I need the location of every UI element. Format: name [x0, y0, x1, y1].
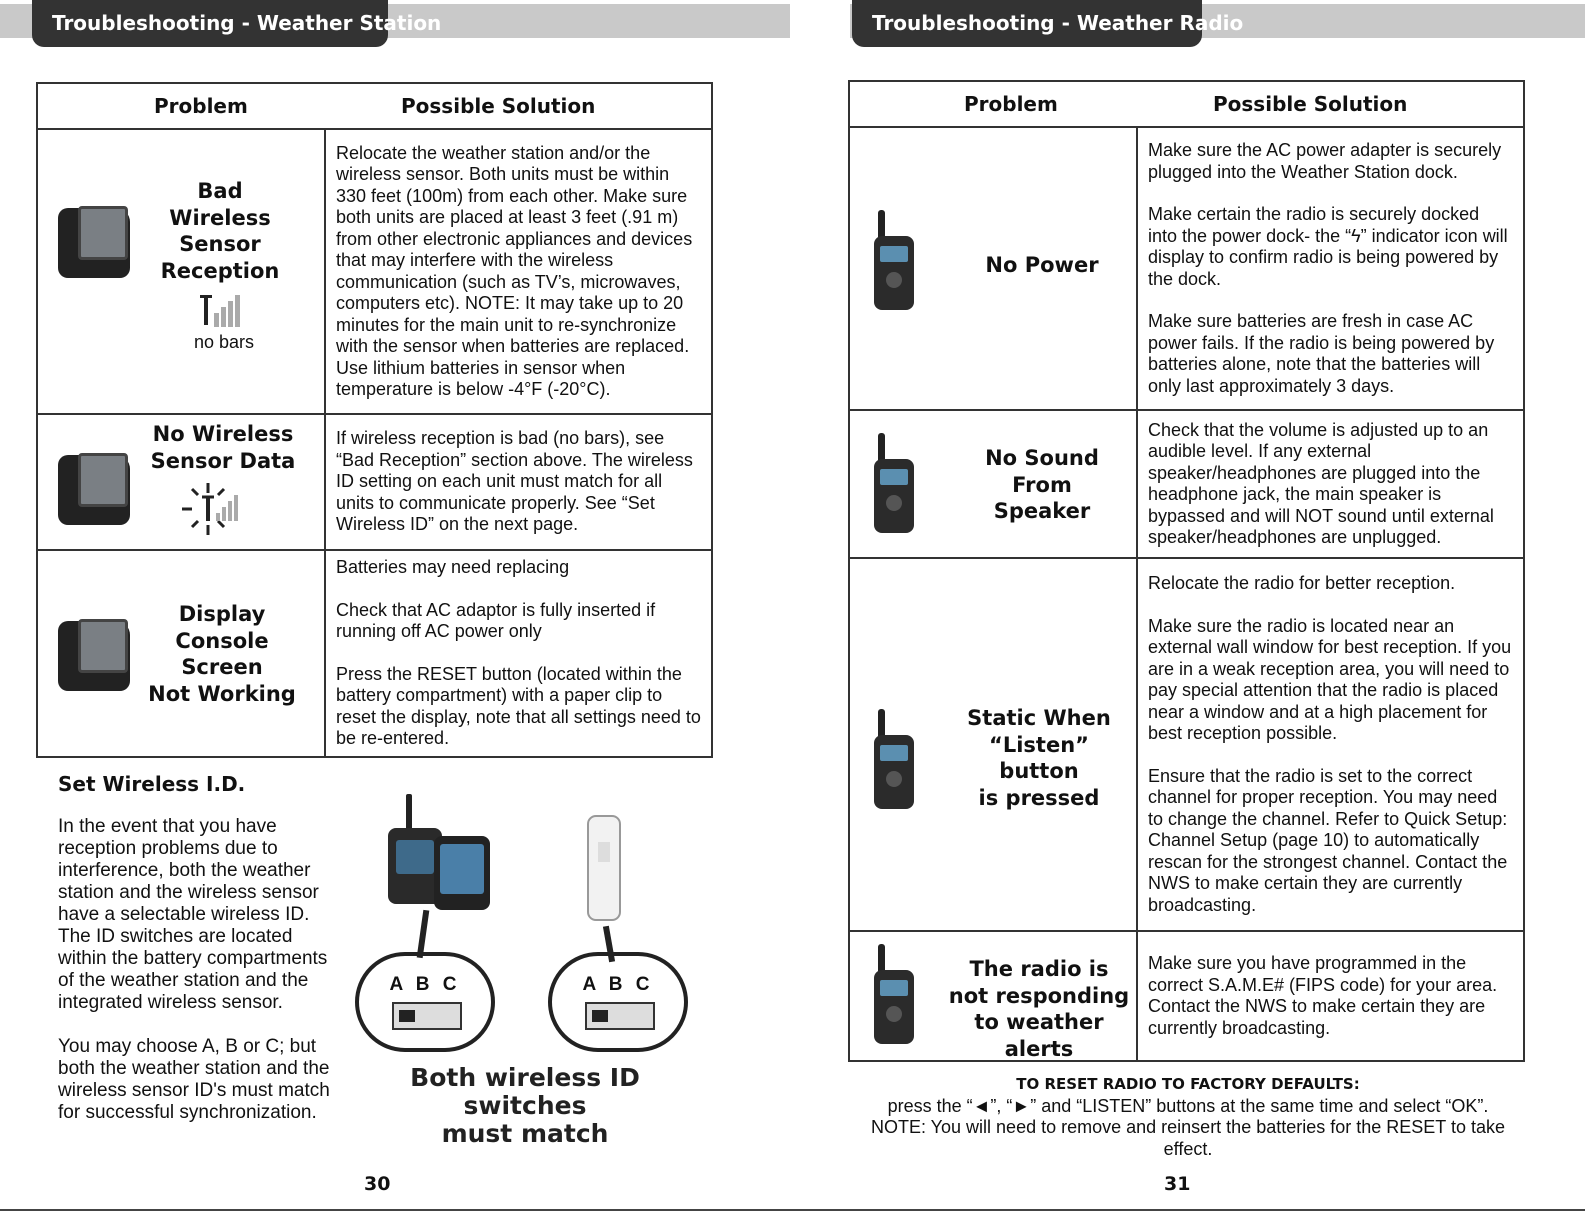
weather-station-image	[58, 449, 132, 529]
table-row	[849, 127, 1524, 410]
solution-text: Relocate the radio for better reception.	[1148, 573, 1456, 593]
connector-line	[417, 910, 430, 958]
solution-cell	[325, 550, 712, 757]
weather-radio-image	[874, 210, 914, 312]
problem-title: No Wireless Sensor Data	[150, 422, 296, 473]
table-header-row	[849, 81, 1524, 127]
solution-text: Ensure that the radio is set to the correct channel for proper reception. You may need to change the channel. Refer to Quick Setup: Channel Setup (page 10) to automatically rescan for the strongest channel. Contact the NWS to make certain they are currently broadcasting.	[1148, 765, 1508, 915]
table-row	[849, 558, 1524, 931]
solution-cell	[1137, 410, 1524, 558]
solution-header: Possible Solution	[325, 83, 712, 129]
solution-cell	[1137, 127, 1524, 410]
no-bars-signal-icon	[200, 295, 240, 327]
problem-cell	[849, 558, 1137, 931]
solution-text: Batteries may need replacing	[336, 557, 570, 577]
set-wireless-id-title: Set Wireless I.D.	[58, 772, 246, 796]
weather-station-image	[58, 615, 132, 695]
problem-title: No Sound From Speaker	[985, 446, 1099, 523]
solution-text: If wireless reception is bad (no bars), see “Bad Reception” section above. The wireless ID setting on each unit must match for all units to communicate properly. See “Set Wireless ID” on the next page.	[336, 428, 693, 535]
problem-header: Problem	[37, 83, 325, 129]
solution-cell	[325, 129, 712, 414]
table-row	[37, 129, 712, 414]
problem-cell	[37, 550, 325, 757]
weather-station-image	[58, 202, 132, 282]
problem-header: Problem	[849, 81, 1137, 127]
solution-text: Check that AC adaptor is fully inserted if running off AC power only	[336, 599, 656, 641]
table-row	[849, 410, 1524, 558]
solution-text: Check that the volume is adjusted up to an audible level. If any external speaker/headphones are plugged into the headphone jack, the main speaker is bypassed and will NOT sound until external speaker/headphones are unplugged.	[1148, 419, 1494, 547]
table-header-row	[37, 83, 712, 129]
section-tab-weather-radio: Troubleshooting - Weather Radio	[852, 0, 1202, 47]
table-row	[849, 931, 1524, 1061]
problem-title: Bad Wireless Sensor Reception	[160, 179, 280, 283]
solution-cell	[325, 414, 712, 550]
solution-cell	[1137, 558, 1524, 931]
solution-header: Possible Solution	[1137, 81, 1524, 127]
wireless-sensor-image	[580, 812, 630, 928]
problem-cell	[849, 931, 1137, 1061]
solution-text: Make certain the radio is securely docked into the power dock- the “ϟ” indicator icon will display to confirm radio is being powered by the dock.	[1148, 204, 1508, 289]
solution-text: Make sure the radio is located near an external wall window for best reception. If you are in a weak reception area, you will need to pay special attention that the radio is placed near a window and at a high placement for best reception possible.	[1148, 615, 1512, 743]
solution-text: Make sure the AC power adapter is securely plugged into the Weather Station dock.	[1148, 140, 1502, 182]
problem-title: Static When “Listen” button is pressed	[967, 706, 1111, 810]
weather-radio-table	[848, 80, 1525, 1062]
sensor-id-switch	[548, 952, 688, 1052]
switch-label: A B C	[582, 974, 654, 995]
table-row	[37, 414, 712, 550]
problem-cell	[37, 129, 325, 414]
problem-title: The radio is not responding to weather alerts	[948, 957, 1130, 1061]
bottom-rule	[0, 1209, 1585, 1211]
solution-cell	[1137, 931, 1524, 1061]
reset-line: press the “◄”, “►” and “LISTEN” buttons at the same time and select “OK”.	[887, 1095, 1489, 1116]
page-number-left: 30	[364, 1173, 391, 1195]
blinking-signal-icon	[180, 481, 250, 537]
reset-title: TO RESET RADIO TO FACTORY DEFAULTS:	[1016, 1075, 1360, 1093]
set-id-paragraph: You may choose A, B or C; but both the weather station and the wireless sensor ID's must match for successful synchronization.	[58, 1036, 330, 1123]
weather-radio-image	[874, 944, 914, 1046]
problem-title: Display Console Screen Not Working	[148, 602, 296, 706]
solution-text: Make sure batteries are fresh in case AC power fails. If the radio is being powered by batteries alone, note that the batteries will only last approximately 3 days.	[1148, 311, 1495, 396]
solution-text: Make sure you have programmed in the correct S.A.M.E# (FIPS code) for your area. Contact the NWS to make certain they are currently broadcasting.	[1148, 953, 1498, 1038]
problem-title: No Power	[985, 253, 1099, 277]
page-number-right: 31	[1164, 1173, 1191, 1195]
problem-cell	[37, 414, 325, 550]
reset-line: NOTE: You will need to remove and reinsert the batteries for the RESET to take effect.	[871, 1117, 1505, 1159]
solution-text: Relocate the weather station and/or the wireless sensor. Both units must be within 330 feet (100m) from each other. Make sure both units are placed at least 3 feet (.91 m) from other electronic appliances and devices that may interfere with the wireless communication (such as TV’s, microwaves, computers etc). NOTE: It may take up to 20 minutes for the main unit to re-synchronize with the sensor when batteries are replaced. Use lithium batteries in sensor when temperature is below -4°F (-20°C).	[336, 142, 693, 399]
set-wireless-id-text	[58, 816, 343, 1146]
weather-station-unit-image	[384, 792, 494, 916]
switch-label: A B C	[389, 974, 461, 995]
weather-station-table	[36, 82, 713, 758]
set-id-paragraph: In the event that you have reception problems due to interference, both the weather station and the wireless sensor have a selectable wireless ID. The ID switches are located within the battery compartments of the weather station and the integrated wireless sensor.	[58, 816, 328, 1013]
weather-radio-image	[874, 709, 914, 811]
solution-text: Press the RESET button (located within the battery compartment) with a paper clip to reset the display, note that all settings need to be re-entered.	[336, 663, 701, 748]
section-tab-weather-station: Troubleshooting - Weather Station	[32, 0, 388, 47]
problem-cell	[849, 127, 1137, 410]
factory-reset-note	[856, 1074, 1520, 1160]
match-caption: Both wireless ID switches must match	[410, 1063, 640, 1148]
problem-cell	[849, 410, 1137, 558]
no-bars-caption: no bars	[193, 332, 255, 352]
weather-radio-image	[874, 433, 914, 535]
table-row	[37, 550, 712, 757]
station-id-switch	[355, 952, 495, 1052]
